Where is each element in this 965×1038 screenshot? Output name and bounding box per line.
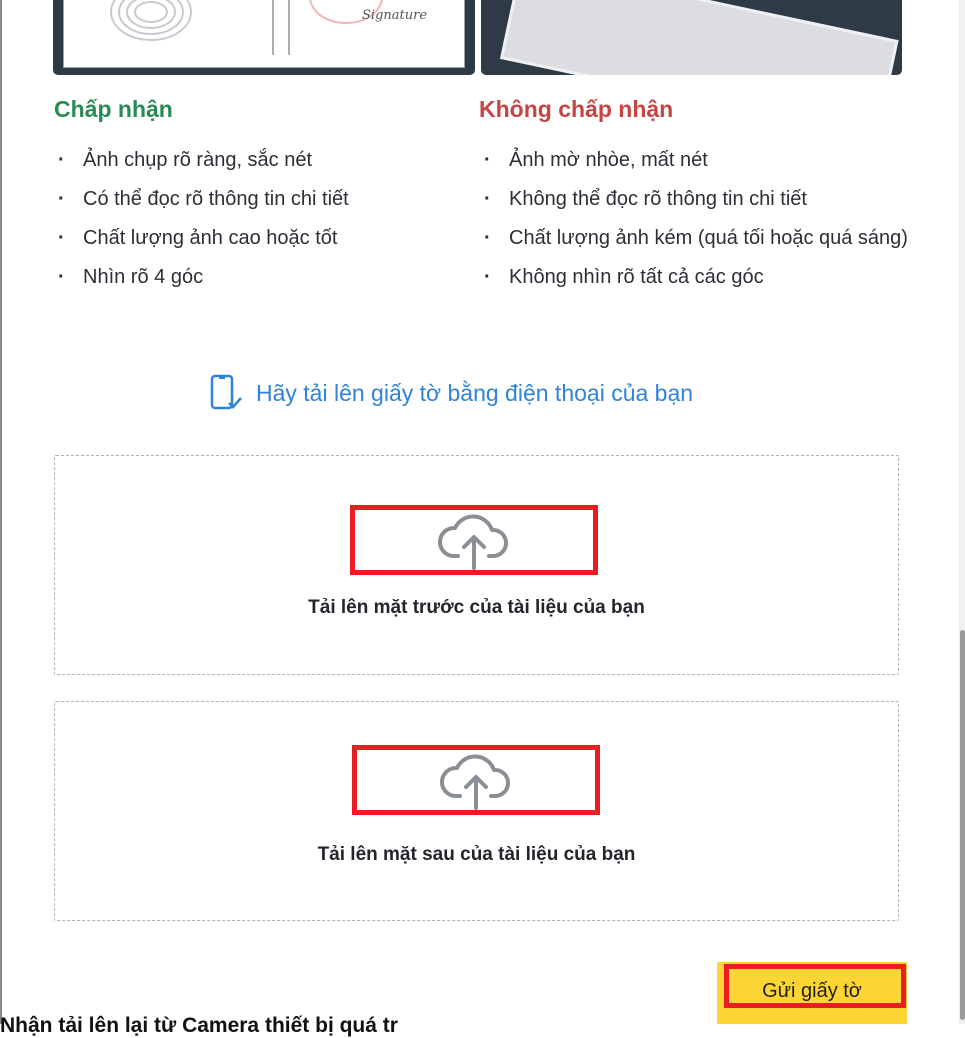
list-item: · Ảnh mờ nhòe, mất nét bbox=[484, 141, 914, 180]
sample-document-card bbox=[63, 0, 465, 68]
good-sample-image bbox=[53, 0, 475, 75]
list-item: · Có thể đọc rõ thông tin chi tiết bbox=[58, 180, 458, 219]
upload-front-highlight[interactable] bbox=[350, 505, 598, 575]
upload-back-label: Tải lên mặt sau của tài liệu của bạn bbox=[317, 844, 636, 865]
window-left-edge bbox=[0, 0, 2, 1024]
phone-check-icon bbox=[210, 374, 242, 412]
list-item: · Không thể đọc rõ thông tin chi tiết bbox=[484, 180, 914, 219]
upload-back-highlight[interactable] bbox=[352, 745, 600, 815]
list-item: · Ảnh chụp rõ ràng, sắc nét bbox=[58, 141, 458, 180]
upload-with-phone-link[interactable] bbox=[210, 374, 693, 412]
submit-documents-button[interactable] bbox=[717, 962, 907, 1024]
list-item: · Không nhìn rõ tất cả các góc bbox=[484, 258, 914, 297]
bad-sample-image bbox=[481, 0, 902, 75]
upload-back-dropzone[interactable] bbox=[54, 701, 899, 921]
upload-front-label: Tải lên mặt trước của tài liệu của bạn bbox=[308, 597, 645, 618]
cloud-upload-icon bbox=[436, 510, 512, 570]
submit-label: Gửi giấy tờ bbox=[762, 980, 862, 1002]
accept-list bbox=[58, 141, 458, 297]
reject-title: Không chấp nhận bbox=[479, 96, 674, 122]
footer-partial-text: Nhận tải lên lại từ Camera thiết bị quá tr bbox=[0, 1014, 398, 1037]
list-item: · Chất lượng ảnh kém (quá tối hoặc quá sáng) bbox=[484, 219, 914, 258]
list-item: · Chất lượng ảnh cao hoặc tốt bbox=[58, 219, 458, 258]
document-fold bbox=[272, 0, 290, 55]
upload-front-dropzone[interactable] bbox=[54, 455, 899, 675]
list-item: · Nhìn rõ 4 góc bbox=[58, 258, 458, 297]
fingerprint-icon bbox=[106, 0, 196, 42]
upload-with-phone-label[interactable]: Hãy tải lên giấy tờ bằng điện thoại của bạn bbox=[256, 379, 694, 406]
blurred-document-card bbox=[500, 0, 899, 75]
reject-list bbox=[484, 141, 914, 297]
signature-text: Signature bbox=[362, 8, 428, 23]
accept-title: Chấp nhận bbox=[54, 96, 173, 122]
scrollbar-thumb[interactable] bbox=[960, 630, 965, 1020]
cloud-upload-icon bbox=[438, 750, 514, 810]
